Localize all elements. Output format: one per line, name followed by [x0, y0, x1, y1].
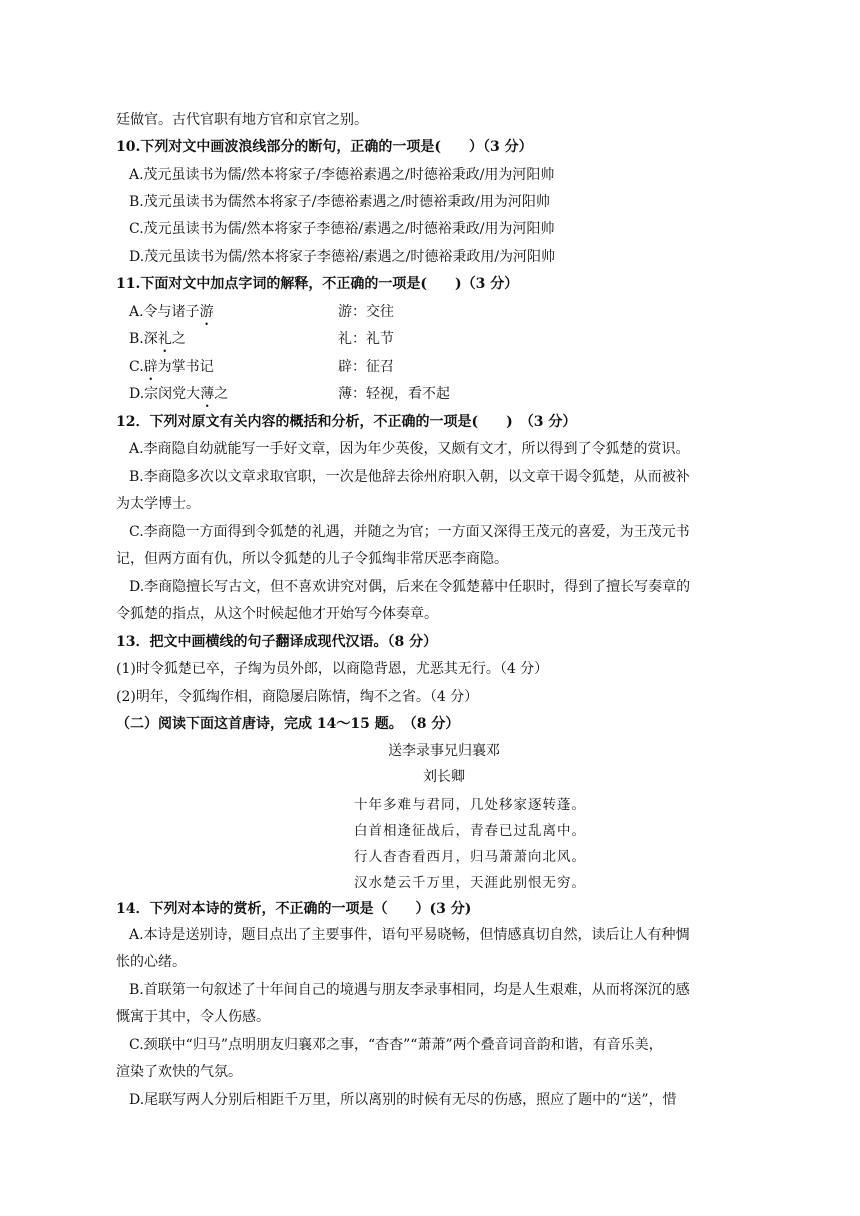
option-10a: A.茂元虽读书为儒/然本将家子/李德裕素遇之/时德裕秉政/用为河阳帅	[129, 167, 555, 183]
option-11d	[0, 384, 860, 404]
option-12c-cont: 记，但两方面有仇，所以令狐楚的儿子令狐绹非常厌恶李商隐。	[116, 551, 508, 567]
option-text: B.深	[129, 331, 158, 347]
question-13-part2: (2)明年，令狐绹作相，商隐屡启陈情，绹不之省。（4 分）	[116, 689, 479, 705]
dotted-char: 游	[199, 304, 214, 320]
option-text: C.	[129, 359, 144, 375]
poem-title: 送李录事兄归襄邓	[388, 743, 500, 759]
dotted-char: 薄	[200, 386, 215, 402]
option-12d: D.李商隐擅长写古文，但不喜欢讲究对偶，后来在令狐楚幕中任职时，得到了擅长写奏章的	[129, 579, 691, 595]
option-14c-cont: 渲染了欢快的气氛。	[116, 1064, 242, 1080]
text-line: 廷做官。古代官职有地方官和京官之别。	[116, 112, 368, 128]
dotted-char: 礼	[157, 331, 172, 347]
option-text: 之	[171, 331, 186, 347]
option-11b	[0, 329, 860, 349]
poem-line: 白首相逢征战后，青春已过乱离中。	[354, 823, 586, 839]
question-13-part1: (1)时令狐楚已卒，子绹为员外郎，以商隐背恩，尤恶其无行。（4 分）	[116, 661, 549, 677]
option-10d: D.茂元虽读书为儒/然本将家子李德裕/素遇之/时德裕秉政用/为河阳帅	[129, 249, 556, 265]
option-11c	[0, 357, 860, 377]
option-12a: A.李商隐自幼就能写一手好文章，因为年少英俊，又颇有文才，所以得到了令狐楚的赏识。	[129, 441, 690, 457]
section-heading: （二）阅读下面这首唐诗，完成 14～15 题。 （8 分）	[116, 716, 460, 732]
option-14d: D.尾联写两人分别后相距千万里，所以离别的时候有无尽的伤感，照应了题中的“送”，惜	[129, 1092, 677, 1108]
option-explanation: 礼：礼节	[338, 331, 394, 347]
option-explanation: 薄：轻视，看不起	[338, 386, 450, 402]
option-explanation: 游：交往	[338, 304, 394, 320]
option-11a	[0, 302, 860, 322]
poem-author: 刘长卿	[423, 769, 465, 785]
poem-line: 行人杳杳看西月，归马萧萧向北风。	[354, 849, 586, 865]
option-14c: C.颈联中“归马”点明朋友归襄邓之事，“杳杳”“萧萧”两个叠音词音韵和谐，有音乐美，	[129, 1037, 663, 1053]
option-14b-cont: 慨寓于其中，令人伤感。	[116, 1009, 270, 1025]
option-10b: B.茂元虽读书为儒然本将家子/李德裕素遇之/时德裕秉政/用为河阳帅	[129, 194, 550, 210]
poem-line: 十年多难与君同，几处移家逐转蓬。	[354, 797, 586, 813]
option-12b: B.李商隐多次以文章求取官职，一次是他辞去徐州府职入朝，以文章干谒令狐楚，从而被补	[129, 469, 690, 485]
option-14a-cont: 怅的心绪。	[116, 954, 186, 970]
option-text: D.宗闵党大	[129, 386, 201, 402]
option-explanation: 辟：征召	[338, 359, 394, 375]
question-14: 14．下列对本诗的赏析，不正确的一项是（ ）(3 分)	[116, 901, 472, 917]
option-text: A.令与诸子	[129, 304, 200, 320]
option-12d-cont: 令狐楚的指点，从这个时候起他才开始写今体奏章。	[116, 606, 438, 622]
option-14a: A.本诗是送别诗，题目点出了主要事件，语句平易晓畅，但情感真切自然，读后让人有种惆	[129, 927, 690, 943]
question-13: 13．把文中画横线的句子翻译成现代汉语。（8 分）	[116, 634, 438, 650]
question-12: 12．下列对原文有关内容的概括和分析，不正确的一项是( ) （3 分）	[116, 414, 577, 430]
option-text: 为掌书记	[157, 359, 214, 375]
option-14b: B.首联第一句叙述了十年间自己的境遇与朋友李录事相同，均是人生艰难，从而将深沉的感	[129, 982, 690, 998]
dotted-char: 辟	[143, 359, 158, 375]
option-12b-cont: 为太学博士。	[116, 496, 200, 512]
option-text: 之	[214, 386, 229, 402]
option-12c: C.李商隐一方面得到令狐楚的礼遇，并随之为官；一方面又深得王茂元的喜爱，为王茂元书	[129, 524, 690, 540]
question-10: 10.下列对文中画波浪线部分的断句，正确的一项是( ）（3 分）	[116, 139, 533, 155]
option-10c: C.茂元虽读书为儒/然本将家子李德裕/素遇之/时德裕秉政/用为河阳帅	[129, 221, 555, 237]
poem-line: 汉水楚云千万里，天涯此别恨无穷。	[354, 875, 586, 891]
question-11: 11.下面对文中加点字词的解释，不正确的一项是( )（3 分）	[116, 276, 519, 292]
